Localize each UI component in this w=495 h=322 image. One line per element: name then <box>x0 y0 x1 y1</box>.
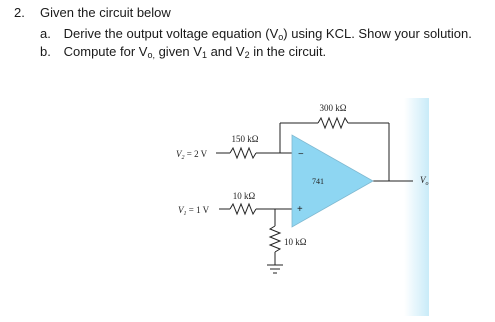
label-vo-sub: o <box>425 181 429 187</box>
label-vo-symbol: V <box>420 175 426 185</box>
part-b-text: Compute for V <box>63 44 148 59</box>
label-10k-ground: 10 kΩ <box>284 237 307 247</box>
label-300k: 300 kΩ <box>319 103 347 113</box>
label-10k-input: 10 kΩ <box>232 191 256 201</box>
resistor-10k-ground <box>270 226 280 252</box>
label-v1-sub: 1 <box>183 211 187 217</box>
part-b-text-end: in the circuit. <box>249 44 327 59</box>
resistor-150k <box>230 148 256 158</box>
label-v2-sub: 2 <box>181 155 185 161</box>
question-number: 2. <box>14 5 25 20</box>
label-v2 <box>176 149 208 161</box>
part-b-text-mid: given V <box>154 44 202 59</box>
opamp-model-label: 741 <box>312 177 324 186</box>
part-a-text: Derive the output voltage equation (V <box>63 26 279 41</box>
question-stem: Given the circuit below <box>40 5 171 20</box>
part-a-sub: o <box>278 32 284 42</box>
opamp-minus-sign: − <box>298 149 304 160</box>
part-a-label: a. <box>40 26 51 41</box>
opamp-741 <box>292 135 373 227</box>
part-b-text-mid2: and V <box>206 44 245 59</box>
resistor-10k-input <box>230 204 256 214</box>
label-v1-symbol: V <box>178 205 184 215</box>
part-b-sub-v2: 2 <box>244 50 250 60</box>
label-v1 <box>178 205 210 217</box>
output-panel <box>404 98 429 316</box>
label-150k: 150 kΩ <box>231 134 259 144</box>
label-v1-value: = 1 V <box>186 205 210 215</box>
resistor-300k <box>318 118 348 128</box>
opamp-plus-sign: + <box>297 204 303 215</box>
part-b-label: b. <box>40 44 51 59</box>
part-b-sub-v1: 1 <box>201 50 207 60</box>
label-v2-symbol: V <box>176 149 182 159</box>
part-b-sub-vo: o, <box>147 50 155 60</box>
part-a-text-end: ) using KCL. Show your solution. <box>283 26 472 41</box>
label-v2-value: = 2 V <box>184 149 208 159</box>
